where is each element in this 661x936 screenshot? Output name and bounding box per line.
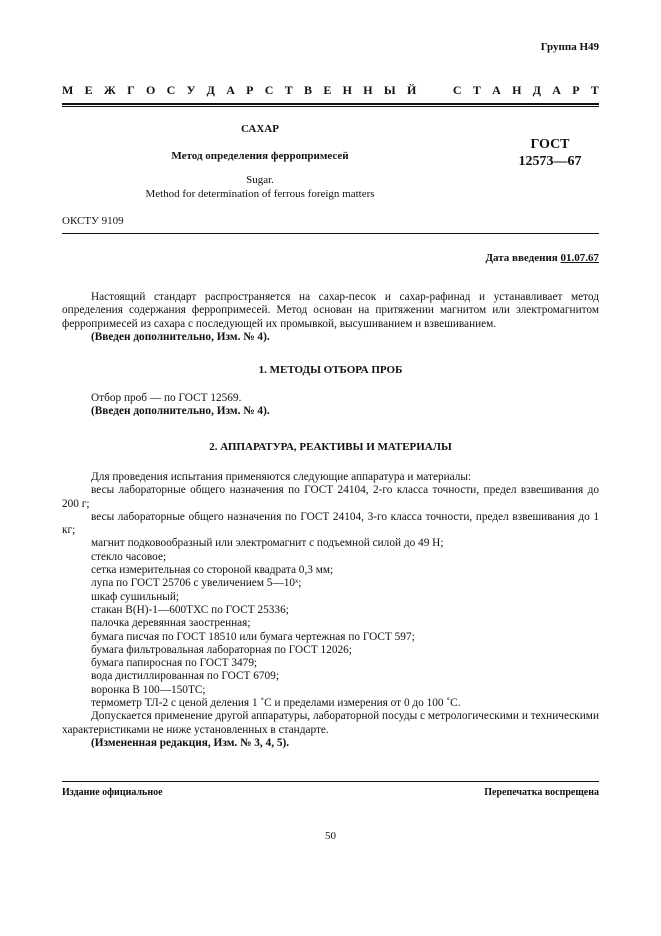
group-code: Группа Н49	[540, 41, 599, 53]
banner-letter: Т	[284, 83, 293, 97]
list-item: палочка деревянная заостренная;	[91, 617, 251, 630]
section-2-closing: Допускается применение другой аппаратуры, лабораторной посуды с метрологическими и техническими характеристиками не ниже установленных в стандарте.	[62, 710, 599, 736]
list-item: шкаф сушильный;	[91, 590, 180, 603]
banner-letter: Г	[127, 83, 135, 97]
page-number: 50	[325, 830, 336, 842]
banner-letter: С	[264, 83, 274, 97]
section-2-note: (Измененная редакция, Изм. № 3, 4, 5).	[91, 736, 290, 749]
section-1-body	[62, 392, 599, 419]
gost-designation	[500, 136, 600, 170]
banner-letter: Ж	[103, 83, 116, 97]
document-subtitle: Метод определения ферропримесей	[171, 150, 349, 162]
equipment-list	[62, 484, 599, 710]
gost-number: 12573—67	[518, 154, 582, 169]
banner-letter: Р	[246, 83, 254, 97]
intro-section	[62, 291, 599, 344]
banner-letter: С	[452, 83, 462, 97]
introduction-date	[485, 252, 599, 264]
list-item: магнит подковообразный или электромагнит с подъемной силой до 49 Н;	[91, 537, 444, 550]
section-2-body	[62, 471, 599, 750]
list-item: вода дистиллированная по ГОСТ 6709;	[91, 670, 279, 683]
list-item: весы лабораторные общего назначения по ГОСТ 24104, 3-го класса точности, предел взвешивания до 1 кг;	[62, 510, 599, 537]
banner-letter: У	[186, 83, 196, 97]
banner-letter: А	[226, 83, 235, 97]
footer-official-edition: Издание официальное	[62, 787, 163, 798]
section-1-heading: 1. МЕТОДЫ ОТБОРА ПРОБ	[258, 364, 403, 376]
section-2-lead: Для проведения испытания применяются следующие аппаратура и материалы:	[91, 471, 472, 483]
banner-letter: Р	[572, 83, 580, 97]
banner-letter: Д	[206, 83, 215, 97]
section-1-text: Отбор проб — по ГОСТ 12569.	[91, 392, 242, 404]
banner-letter: В	[304, 83, 313, 97]
header-rule-thin	[62, 106, 599, 107]
banner-letter: Е	[323, 83, 332, 97]
banner-letter: А	[552, 83, 561, 97]
english-subtitle: Method for determination of ferrous foreign matters	[145, 188, 375, 200]
english-title: Sugar.	[246, 174, 274, 186]
banner-letter: А	[492, 83, 501, 97]
banner-letter: С	[166, 83, 176, 97]
banner-letter: Н	[342, 83, 352, 97]
banner-letter: Т	[590, 83, 599, 97]
section-2-heading: 2. АППАРАТУРА, РЕАКТИВЫ И МАТЕРИАЛЫ	[209, 441, 452, 453]
banner-letter	[428, 83, 442, 98]
standard-banner	[62, 83, 599, 98]
list-item: бумага писчая по ГОСТ 18510 или бумага чертежная по ГОСТ 597;	[91, 630, 415, 643]
list-item: бумага фильтровальная лабораторная по ГОСТ 12026;	[91, 643, 352, 656]
footer-reprint-notice: Перепечатка воспрещена	[484, 787, 599, 798]
banner-letter: Й	[406, 83, 417, 97]
date-value: 01.07.67	[560, 252, 599, 264]
document-title: САХАР	[241, 123, 279, 135]
banner-letter: О	[145, 83, 156, 97]
list-item: бумага папиросная по ГОСТ 3479;	[91, 657, 258, 670]
okstu-rule	[62, 233, 599, 234]
intro-paragraph: Настоящий стандарт распространяется на сахар-песок и сахар-рафинад и устанавливает метод определения содержания ферропримесей. Метод основан на притяжении магнитом или электромагнитом ферропримесей из сахара с последующей их промывкой, высушиванием и взвешиванием.	[62, 291, 599, 330]
gost-label: ГОСТ	[530, 137, 570, 152]
footer-rule	[62, 781, 599, 782]
banner-letter: Е	[84, 83, 93, 97]
list-item: термометр ТЛ-2 с ценой деления 1 ˚С и пределами измерения от 0 до 100 ˚С.	[91, 697, 461, 710]
section-1-note: (Введен дополнительно, Изм. № 4).	[91, 405, 270, 418]
list-item: воронка В 100—150ТС;	[91, 683, 206, 696]
list-item: сетка измерительная со стороной квадрата 0,3 мм;	[91, 564, 334, 577]
header-rule-thick	[62, 103, 599, 105]
title-block	[100, 122, 420, 201]
banner-letter: Д	[532, 83, 541, 97]
banner-letter: Н	[512, 83, 522, 97]
list-item: лупа по ГОСТ 25706 с увеличением 5—10ˣ;	[91, 577, 302, 590]
banner-letter: Ы	[383, 83, 396, 97]
list-item: весы лабораторные общего назначения по ГОСТ 24104, 2-го класса точности, предел взвешивания до 200 г;	[62, 484, 599, 510]
banner-letter: М	[62, 83, 74, 97]
okstu-code: ОКСТУ 9109	[62, 215, 124, 227]
list-item: стакан В(Н)-1—600ТХС по ГОСТ 25336;	[91, 603, 289, 616]
banner-letter: Т	[472, 83, 481, 97]
date-label: Дата введения	[485, 252, 558, 264]
list-item: стекло часовое;	[91, 550, 167, 563]
intro-note: (Введен дополнительно, Изм. № 4).	[91, 330, 270, 343]
banner-letter: Н	[363, 83, 373, 97]
